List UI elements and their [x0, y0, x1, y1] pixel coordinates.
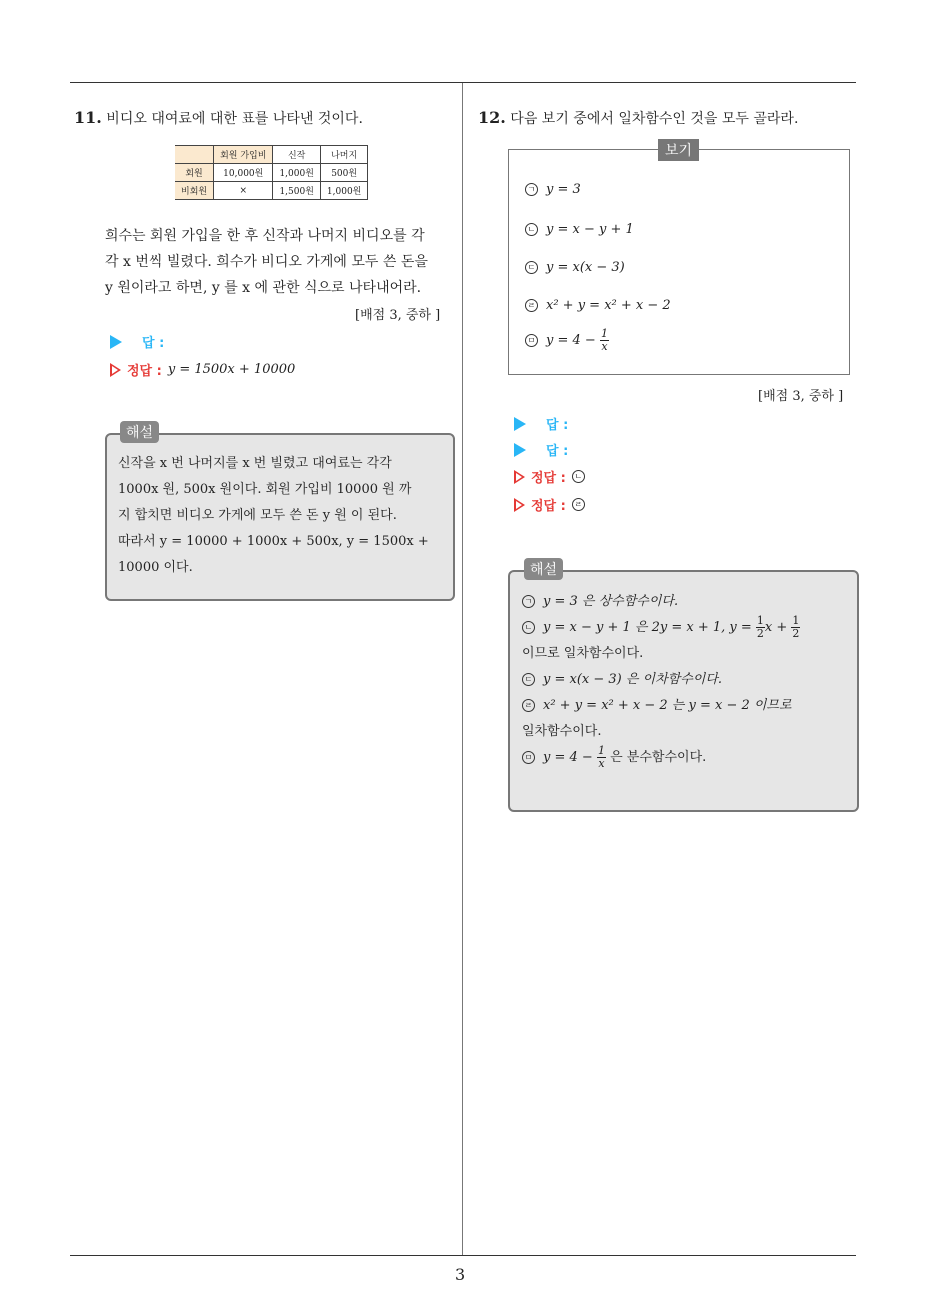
explanation-text: y = x(x − 3) 은 이차함수이다. — [543, 672, 723, 687]
fraction — [756, 615, 765, 640]
q11-para-line: 각 x 번씩 빌렸다. 희수가 비디오 가게에 모두 쓴 돈을 — [105, 254, 428, 270]
table-cell: 1,500원 — [273, 182, 320, 200]
explanation-line: 따라서 y = 10000 + 1000x + 500x, y = 1500x + — [118, 534, 429, 549]
correct-label: 정답 : — [127, 364, 162, 379]
table-header-cell: 나머지 — [320, 146, 367, 164]
explanation-line: 1000x 원, 500x 원이다. 회원 가입비 10000 원 까 — [118, 482, 412, 497]
explanation-line — [522, 693, 847, 719]
table-cell: 500원 — [320, 164, 367, 182]
q11-stem-text: 비디오 대여료에 대한 표를 나타낸 것이다. — [106, 111, 363, 127]
bottom-rule — [70, 1255, 856, 1256]
explanation-line — [522, 745, 847, 771]
correct-arrow-icon — [514, 498, 525, 512]
explanation-line: 일차함수이다. — [522, 724, 602, 739]
circled-mark: ㄷ — [522, 673, 535, 686]
correct-arrow-icon — [110, 363, 121, 377]
q11-number: 11. — [74, 108, 102, 127]
frac-num: 1 — [597, 744, 605, 757]
q12-stem — [478, 108, 798, 129]
bogi-expr: y = x(x − 3) — [546, 260, 625, 275]
q12-score-meta: [배점 3, 중하 ] — [758, 389, 844, 404]
frac-den: x — [598, 757, 605, 770]
q12-number: 12. — [478, 108, 506, 127]
circled-mark: ㄹ — [572, 498, 585, 511]
table-header-cell — [175, 146, 214, 164]
answer-arrow-icon — [514, 417, 526, 431]
bogi-expr: y = x − y + 1 — [546, 222, 634, 237]
bogi-item — [525, 328, 609, 353]
explanation-line: 10000 이다. — [118, 560, 193, 575]
answer-label: 답 : — [546, 444, 569, 459]
frac-den: 2 — [756, 627, 764, 640]
explanation-line — [522, 667, 847, 693]
q12-explanation-tag: 해설 — [524, 558, 563, 580]
q11-explanation-tag: 해설 — [120, 421, 159, 443]
circled-mark: ㄴ — [522, 621, 535, 634]
bogi-item — [525, 222, 634, 237]
table-cell: 1,000원 — [273, 164, 320, 182]
q12-answer-row — [514, 440, 568, 459]
q11-stem — [74, 108, 363, 129]
table-row — [175, 182, 368, 200]
rental-table — [175, 145, 368, 200]
q11-paragraph — [105, 223, 455, 301]
explanation-line — [522, 615, 847, 641]
explanation-line — [522, 589, 847, 615]
answer-arrow-icon — [110, 335, 122, 349]
explanation-text: y = 4 − — [543, 750, 593, 765]
explanation-line: 신작을 x 번 나머지를 x 번 빌렸고 대여료는 각각 — [118, 456, 392, 471]
frac-num: 1 — [600, 327, 608, 340]
bogi-tag: 보기 — [658, 139, 699, 161]
fraction — [597, 745, 606, 770]
column-divider — [462, 83, 463, 1256]
frac-num: 1 — [756, 614, 764, 627]
bogi-expr: y = 3 — [546, 182, 581, 197]
circled-mark: ㄴ — [525, 223, 538, 236]
q12-correct-row — [514, 495, 593, 514]
circled-mark: ㄱ — [525, 183, 538, 196]
q11-answer-row — [110, 332, 164, 351]
table-cell: × — [214, 182, 273, 200]
explanation-text: y = 3 은 상수함수이다. — [543, 594, 679, 609]
bogi-item — [525, 260, 625, 275]
answer-arrow-icon — [514, 443, 526, 457]
circled-mark: ㅁ — [525, 334, 538, 347]
bogi-expr: y = 4 − — [546, 333, 596, 348]
q11-correct-value: y = 1500x + 10000 — [167, 362, 296, 377]
table-row — [175, 146, 368, 164]
q12-explanation — [522, 589, 847, 771]
table-cell: 회원 — [175, 164, 214, 182]
explanation-line: 지 합치면 비디오 가게에 모두 쓴 돈 y 원 이 된다. — [118, 508, 397, 523]
bogi-item — [525, 298, 671, 313]
frac-num: 1 — [792, 614, 800, 627]
answer-label: 답 : — [546, 418, 569, 433]
table-header-cell: 신작 — [273, 146, 320, 164]
circled-mark: ㄹ — [525, 299, 538, 312]
table-cell: 10,000원 — [214, 164, 273, 182]
frac-den: x — [601, 340, 608, 353]
circled-mark: ㄷ — [525, 261, 538, 274]
q11-score-meta: [배점 3, 중하 ] — [355, 308, 441, 323]
fraction — [600, 328, 609, 353]
page-number: 3 — [455, 1265, 466, 1284]
q12-stem-text: 다음 보기 중에서 일차함수인 것을 모두 골라라. — [510, 111, 799, 127]
q11-correct-row — [110, 360, 295, 379]
frac-den: 2 — [792, 627, 800, 640]
explanation-text: y = x − y + 1 은 2y = x + 1, y = — [543, 620, 752, 635]
q12-correct-row — [514, 467, 593, 486]
explanation-text: x² + y = x² + x − 2 는 y = x − 2 이므로 — [543, 698, 792, 713]
circled-mark: ㄹ — [522, 699, 535, 712]
explanation-text: 은 분수함수이다. — [610, 750, 707, 765]
correct-label: 정답 : — [531, 499, 566, 514]
table-cell: 1,000원 — [320, 182, 367, 200]
explanation-text: x + — [764, 620, 788, 635]
q11-para-line: y 원이라고 하면, y 를 x 에 관한 식으로 나타내어라. — [105, 280, 422, 296]
correct-arrow-icon — [514, 470, 525, 484]
circled-mark: ㅁ — [522, 751, 535, 764]
circled-mark: ㄱ — [522, 595, 535, 608]
circled-mark: ㄴ — [572, 470, 585, 483]
bogi-item — [525, 182, 581, 197]
q11-explanation — [118, 451, 443, 581]
table-header-cell: 회원 가입비 — [214, 146, 273, 164]
q11-para-line: 희수는 회원 가입을 한 후 신작과 나머지 비디오를 각 — [105, 228, 425, 244]
fraction — [791, 615, 800, 640]
correct-label: 정답 : — [531, 471, 566, 486]
answer-label: 답 : — [142, 336, 165, 351]
table-row — [175, 164, 368, 182]
top-rule — [70, 82, 856, 83]
table-cell: 비회원 — [175, 182, 214, 200]
q12-answer-row — [514, 414, 568, 433]
explanation-line: 이므로 일차함수이다. — [522, 646, 644, 661]
bogi-expr: x² + y = x² + x − 2 — [546, 298, 671, 313]
